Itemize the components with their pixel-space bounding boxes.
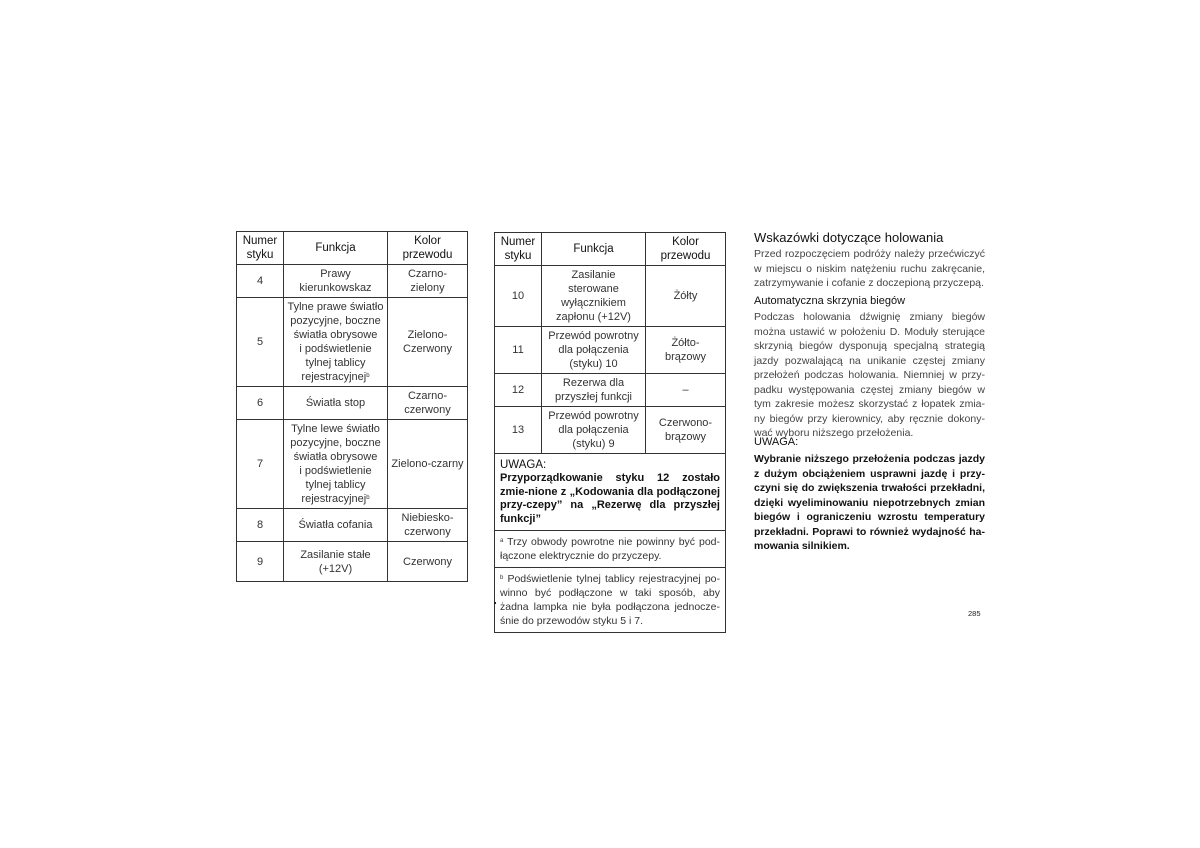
pin-function <box>284 265 388 298</box>
pin-function-text: Tylne prawe światło pozycyjne, boczne światła obrysowe i podświetlenie tylnej tablicy rejestracyjnej <box>287 301 384 383</box>
pin-table-right <box>494 232 726 633</box>
footnote-ref: b <box>366 495 370 501</box>
table-row <box>237 542 468 582</box>
table-row <box>237 420 468 509</box>
intro-paragraph: Przed rozpoczęciem podróży należy przećwiczyć w miejscu o niskim natężeniu ruchu zakręcanie, zatrzymywanie i cofanie z doczepioną przyczepą. <box>754 248 985 289</box>
stray-mark <box>494 602 496 604</box>
pin-function-text: Światła cofania <box>298 519 373 531</box>
page-number: 285 <box>968 609 981 618</box>
wire-color: – <box>646 374 726 407</box>
note-heading: UWAGA: <box>500 459 547 471</box>
pin-function-text: Przewód powrotny dla połączenia (styku) 9 <box>548 410 639 450</box>
pin-function <box>542 407 646 454</box>
header-function: Funkcja <box>284 232 388 265</box>
pin-number: 5 <box>237 298 284 387</box>
note-cell <box>495 454 726 531</box>
pin-number: 11 <box>495 327 542 374</box>
pin-function-text: Zasilanie sterowane wyłącznikiem zapłonu (+12V) <box>556 269 631 323</box>
pin-number: 8 <box>237 509 284 542</box>
footnote-a <box>495 531 726 568</box>
footnote-ref: b <box>366 373 370 379</box>
pin-number: 13 <box>495 407 542 454</box>
pin-function <box>284 420 388 509</box>
table-row <box>495 407 726 454</box>
wire-color: Czerwony <box>388 542 468 582</box>
pin-number: 10 <box>495 266 542 327</box>
wire-color: Niebiesko- czerwony <box>388 509 468 542</box>
pin-function-text: Przewód powrotny dla połączenia (styku) 10 <box>548 330 639 370</box>
section-title: Wskazówki dotyczące holowania <box>754 230 944 245</box>
pin-function <box>284 387 388 420</box>
header-function: Funkcja <box>542 233 646 266</box>
note-body: Przyporządkowanie styku 12 zostało zmie-nione z „Kodowania dla podłączonej przy-czepy” na „Rezerwę dla przyszłej funkcji” <box>500 472 720 525</box>
footnote-mark-b: b <box>500 575 504 581</box>
pin-function <box>284 298 388 387</box>
header-wire-color: Kolor przewodu <box>646 233 726 266</box>
pin-number: 12 <box>495 374 542 407</box>
pin-function <box>284 509 388 542</box>
note-row <box>495 454 726 531</box>
table-row <box>237 387 468 420</box>
footnote-a-text: Trzy obwody powrotne nie powinny być pod-łączone elektrycznie do przyczepy. <box>500 536 720 562</box>
footnote-row-a <box>495 531 726 568</box>
pin-function-text: Prawy kierunkowskaz <box>299 268 372 294</box>
header-pin-number: Numer styku <box>237 232 284 265</box>
pin-function-text: Światła stop <box>305 397 366 409</box>
pin-number: 9 <box>237 542 284 582</box>
pin-function <box>542 327 646 374</box>
footnote-mark-a: a <box>500 538 504 544</box>
footnote-b-text: Podświetlenie tylnej tablicy rejestracyjnej po-winno być podłączone w taki sposób, aby żadna lampka nie była podłączona jednocze-śnie do przewodów styku 5 i 7. <box>500 573 721 627</box>
header-wire-color: Kolor przewodu <box>388 232 468 265</box>
header-pin-number: Numer styku <box>495 233 542 266</box>
pin-function-text: Zasilanie stałe (+12V) <box>300 548 371 575</box>
table-row <box>237 265 468 298</box>
pin-function-text: Tylne lewe światło pozycyjne, boczne światła obrysowe i podświetlenie tylnej tablicy rejestracyjnej <box>290 423 381 505</box>
auto-gearbox-paragraph: Podczas holowania dźwignię zmiany biegów można ustawić w położeniu D. Moduły sterujące skrzynią biegów dysponują specjalną strategią jazdy pozwalającą na unikanie częstej zmiany przełożeń podczas holowania. Niemniej w przy-padku występowania częstej zmiany biegów w tym zakresie możesz skorzystać z łopatek zmia-ny biegów przy kierownicy, aby ręcznie dokony-wać wyboru niższego przełożenia. <box>754 311 985 439</box>
table-row <box>495 327 726 374</box>
table-row <box>237 509 468 542</box>
table-row <box>495 374 726 407</box>
table-row <box>237 298 468 387</box>
pin-number: 7 <box>237 420 284 509</box>
pin-function <box>284 542 388 582</box>
warning-title: UWAGA: <box>754 436 799 448</box>
pin-number: 6 <box>237 387 284 420</box>
auto-gearbox-title: Automatyczna skrzynia biegów <box>754 295 906 307</box>
wire-color: Czarno- czerwony <box>388 387 468 420</box>
pin-number: 4 <box>237 265 284 298</box>
pin-function <box>542 374 646 407</box>
wire-color: Zielono- Czerwony <box>388 298 468 387</box>
warning-paragraph: Wybranie niższego przełożenia podczas jazdy z dużym obciążeniem usprawni jazdę i przy-czyni się do zwiększenia trwałości przekładni, dzięki wyeliminowaniu niepotrzebnych zmian biegów i ograniczeniu wzrostu temperatury przekładni. Poprawi to również wydajność ha-mowania silnikiem. <box>754 453 985 552</box>
wire-color: Żółto- brązowy <box>646 327 726 374</box>
pin-function-text: Rezerwa dla przyszłej funkcji <box>554 377 633 403</box>
wire-color: Czerwono- brązowy <box>646 407 726 454</box>
wire-color: Zielono-czarny <box>388 420 468 509</box>
footnote-row-b <box>495 568 726 633</box>
wire-color: Żółty <box>646 266 726 327</box>
pin-table-left <box>236 231 468 582</box>
pin-function <box>542 266 646 327</box>
table-row <box>495 266 726 327</box>
wire-color: Czarno- zielony <box>388 265 468 298</box>
footnote-b <box>495 568 726 633</box>
